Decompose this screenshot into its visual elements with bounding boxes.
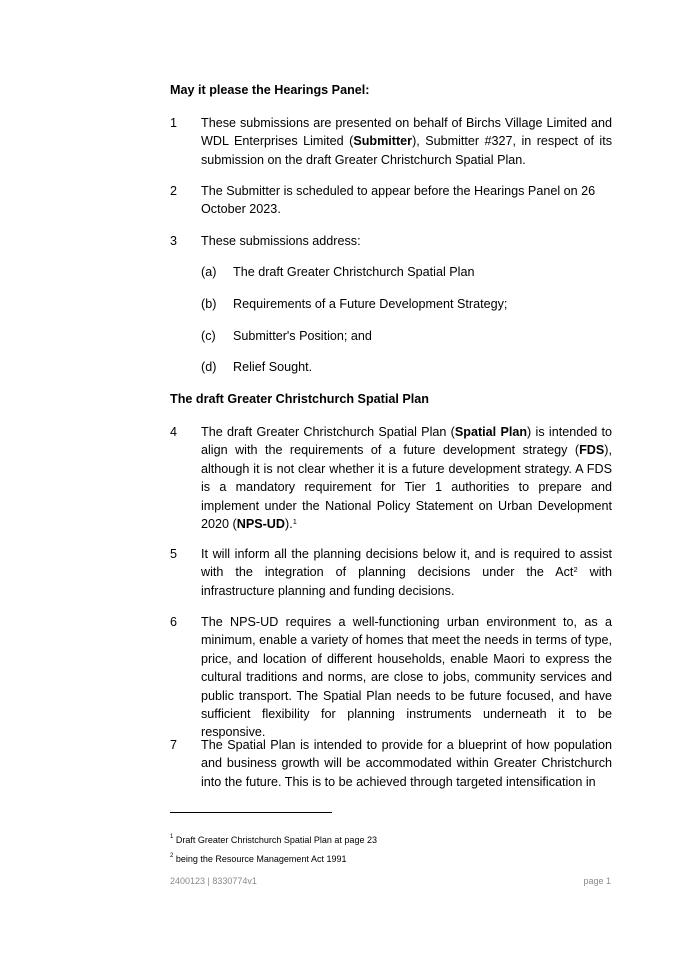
paragraph-text: The Spatial Plan is intended to provide for a blueprint of how population and business growth will be accommodated within Greater Christchurch into the future. This is to be achieved through targeted intensification in: [201, 738, 612, 789]
document-reference: 2400123 | 8330774v1: [170, 876, 257, 886]
paragraph-4: [170, 423, 612, 533]
paragraph-number: 2: [170, 184, 178, 198]
paragraph-number: 4: [170, 425, 178, 439]
paragraph-text: The NPS-UD requires a well-functioning urban environment to, as a minimum, enable a variety of homes that meet the needs in terms of type, price, and location of different households, enable Maori to express the cultural traditions and norms, are close to jobs, community services and public transport. The Spatial Plan needs to be future focused, and have sufficient flexibility for planning instruments underneath it to be responsive.: [201, 615, 612, 740]
paragraph-text: It will inform all the planning decisions below it, and is required to assist with the integration of planning decisions under the Act$^2$ with infrastructure planning and funding decisions.: [201, 547, 612, 598]
paragraph-text: These submissions address:: [201, 234, 361, 248]
page-number: page 1: [583, 876, 611, 886]
paragraph-text: The draft Greater Christchurch Spatial Plan (Spatial Plan) is intended to align with the requirements of a future development strategy (FDS), although it is not clear whether it is a future development strategy. A FDS is a mandatory requirement for Tier 1 authorities to prepare and implement under the National Policy Statement on Urban Development 2020 (NPS-UD).$^1$: [201, 425, 612, 532]
footnote-separator: [170, 812, 332, 813]
paragraph-number: 7: [170, 738, 178, 752]
paragraph-number: 3: [170, 234, 178, 248]
paragraph-text: The Submitter is scheduled to appear before the Hearings Panel on 26 October 2023.: [201, 184, 596, 217]
list-item: (b) Requirements of a Future Development Strategy;: [201, 297, 508, 311]
section-heading: The draft Greater Christchurch Spatial Plan: [170, 392, 429, 406]
list-item: (a) The draft Greater Christchurch Spatial Plan: [201, 265, 475, 279]
paragraph-number: 5: [170, 547, 178, 561]
paragraph-6: [170, 613, 612, 742]
paragraph-5: [170, 545, 612, 600]
footnote-ref: 2: [573, 565, 578, 575]
paragraph-7: [170, 736, 612, 791]
paragraph-number: 1: [170, 116, 178, 130]
paragraph-3: [170, 232, 612, 250]
footnote: $^2$ being the Resource Management Act 1991: [170, 853, 347, 864]
footnote-ref: 1: [292, 517, 297, 527]
list-item: (d) Relief Sought.: [201, 360, 313, 374]
list-item: (c) Submitter's Position; and: [201, 329, 372, 343]
paragraph-number: 6: [170, 615, 178, 629]
footnote: $^1$ Draft Greater Christchurch Spatial Plan at page 23: [170, 834, 377, 845]
paragraph-1: [170, 114, 612, 169]
paragraph-2: [170, 182, 612, 219]
intro-heading: May it please the Hearings Panel:: [170, 83, 370, 97]
paragraph-text: These submissions are presented on behalf of Birchs Village Limited and WDL Enterprises Limited (Submitter), Submitter #327, in respect of its submission on the draft Greater Christchurch Spatial Plan.: [201, 116, 612, 167]
